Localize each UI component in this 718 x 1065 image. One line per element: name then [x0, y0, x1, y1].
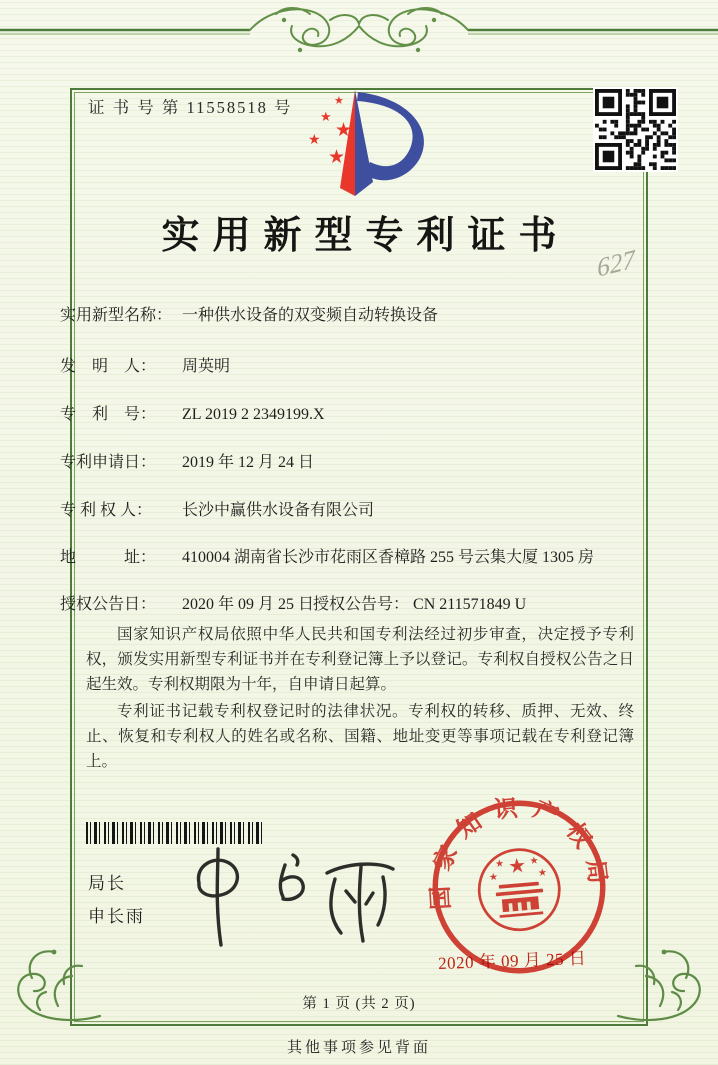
back-side-note: 其他事项参见背面: [286, 1040, 431, 1056]
legal-paragraph: 专利证书记载专利权登记时的法律状况。专利权的转移、质押、无效、终止、恢复和专利权人的姓名或名称、国籍、地址变更等事项记载在专利登记簿上。: [86, 703, 634, 770]
barcode: [86, 822, 266, 844]
svg-text:★: ★: [507, 854, 528, 879]
logo-star-icon: ★: [320, 109, 332, 124]
field-grant-number: [313, 591, 526, 614]
field-utility-model-name: [60, 302, 438, 325]
logo-star-icon: ★: [335, 120, 353, 141]
field-value: CN 211571849 U: [413, 596, 527, 613]
logo-star-icon: ★: [334, 95, 344, 107]
field-patentee: [60, 497, 374, 520]
certificate-title: 实用新型专利证书: [161, 215, 570, 257]
field-label: 专 利 权 人：: [60, 502, 153, 519]
logo-star-icon: ★: [308, 133, 321, 148]
field-inventor: [60, 353, 230, 376]
field-value: 一种供水设备的双变频自动转换设备: [182, 307, 439, 324]
field-label: 实用新型名称：: [60, 307, 173, 324]
signer-name: 申长雨: [88, 907, 145, 926]
field-label: 专 利 号：: [60, 406, 157, 423]
field-patent-number: [60, 401, 325, 424]
cnipa-logo-icon: [288, 84, 448, 206]
seal-ring-text: 国家知识产权局: [427, 794, 612, 911]
seal-date: 2020 年 09 月 25 日: [437, 948, 587, 974]
corner-flourish-icon: [4, 944, 104, 1028]
field-value: 2019 年 12 月 24 日: [182, 454, 315, 471]
certificate-number: 证 书 号 第 11558518 号: [88, 98, 293, 117]
field-label: 专利申请日：: [60, 454, 157, 471]
field-label: 地 址：: [60, 549, 157, 566]
field-value: 2020 年 09 月 25 日: [182, 596, 315, 613]
signer-title: 局长: [88, 874, 126, 893]
corner-flourish-icon: [614, 944, 714, 1028]
field-label: 授权公告号：: [313, 596, 410, 613]
legal-text: [86, 622, 634, 776]
field-value: 周英明: [182, 358, 231, 375]
field-filing-date: [60, 449, 314, 472]
field-address: [60, 544, 594, 567]
handwritten-note: 627: [596, 244, 637, 283]
field-value: 410004 湖南省长沙市花雨区香樟路 255 号云集大厦 1305 房: [182, 549, 595, 566]
page-number: 第 1 页 (共 2 页): [302, 996, 416, 1012]
field-value: 长沙中赢供水设备有限公司: [182, 502, 375, 519]
svg-text:★: ★: [488, 871, 499, 884]
national-emblem-icon: [476, 846, 563, 933]
svg-text:★: ★: [537, 867, 548, 880]
qr-code: [593, 87, 678, 172]
svg-text:★: ★: [529, 855, 540, 868]
field-label: 授权公告日：: [60, 596, 157, 613]
field-grant-date: [60, 591, 314, 614]
field-label: 发 明 人：: [60, 358, 157, 375]
legal-paragraph: 国家知识产权局依照中华人民共和国专利法经过初步审查，决定授予专利权，颁发实用新型专利证书并在专利登记簿上予以登记。专利权自授权公告之日起生效。专利权期限为十年，自申请日起算。: [86, 626, 634, 693]
field-value: ZL 2019 2 2349199.X: [182, 406, 325, 423]
signature-icon: [185, 843, 400, 948]
top-flourish-ornament: [0, 0, 718, 64]
logo-star-icon: ★: [328, 147, 346, 168]
svg-text:★: ★: [494, 858, 505, 871]
